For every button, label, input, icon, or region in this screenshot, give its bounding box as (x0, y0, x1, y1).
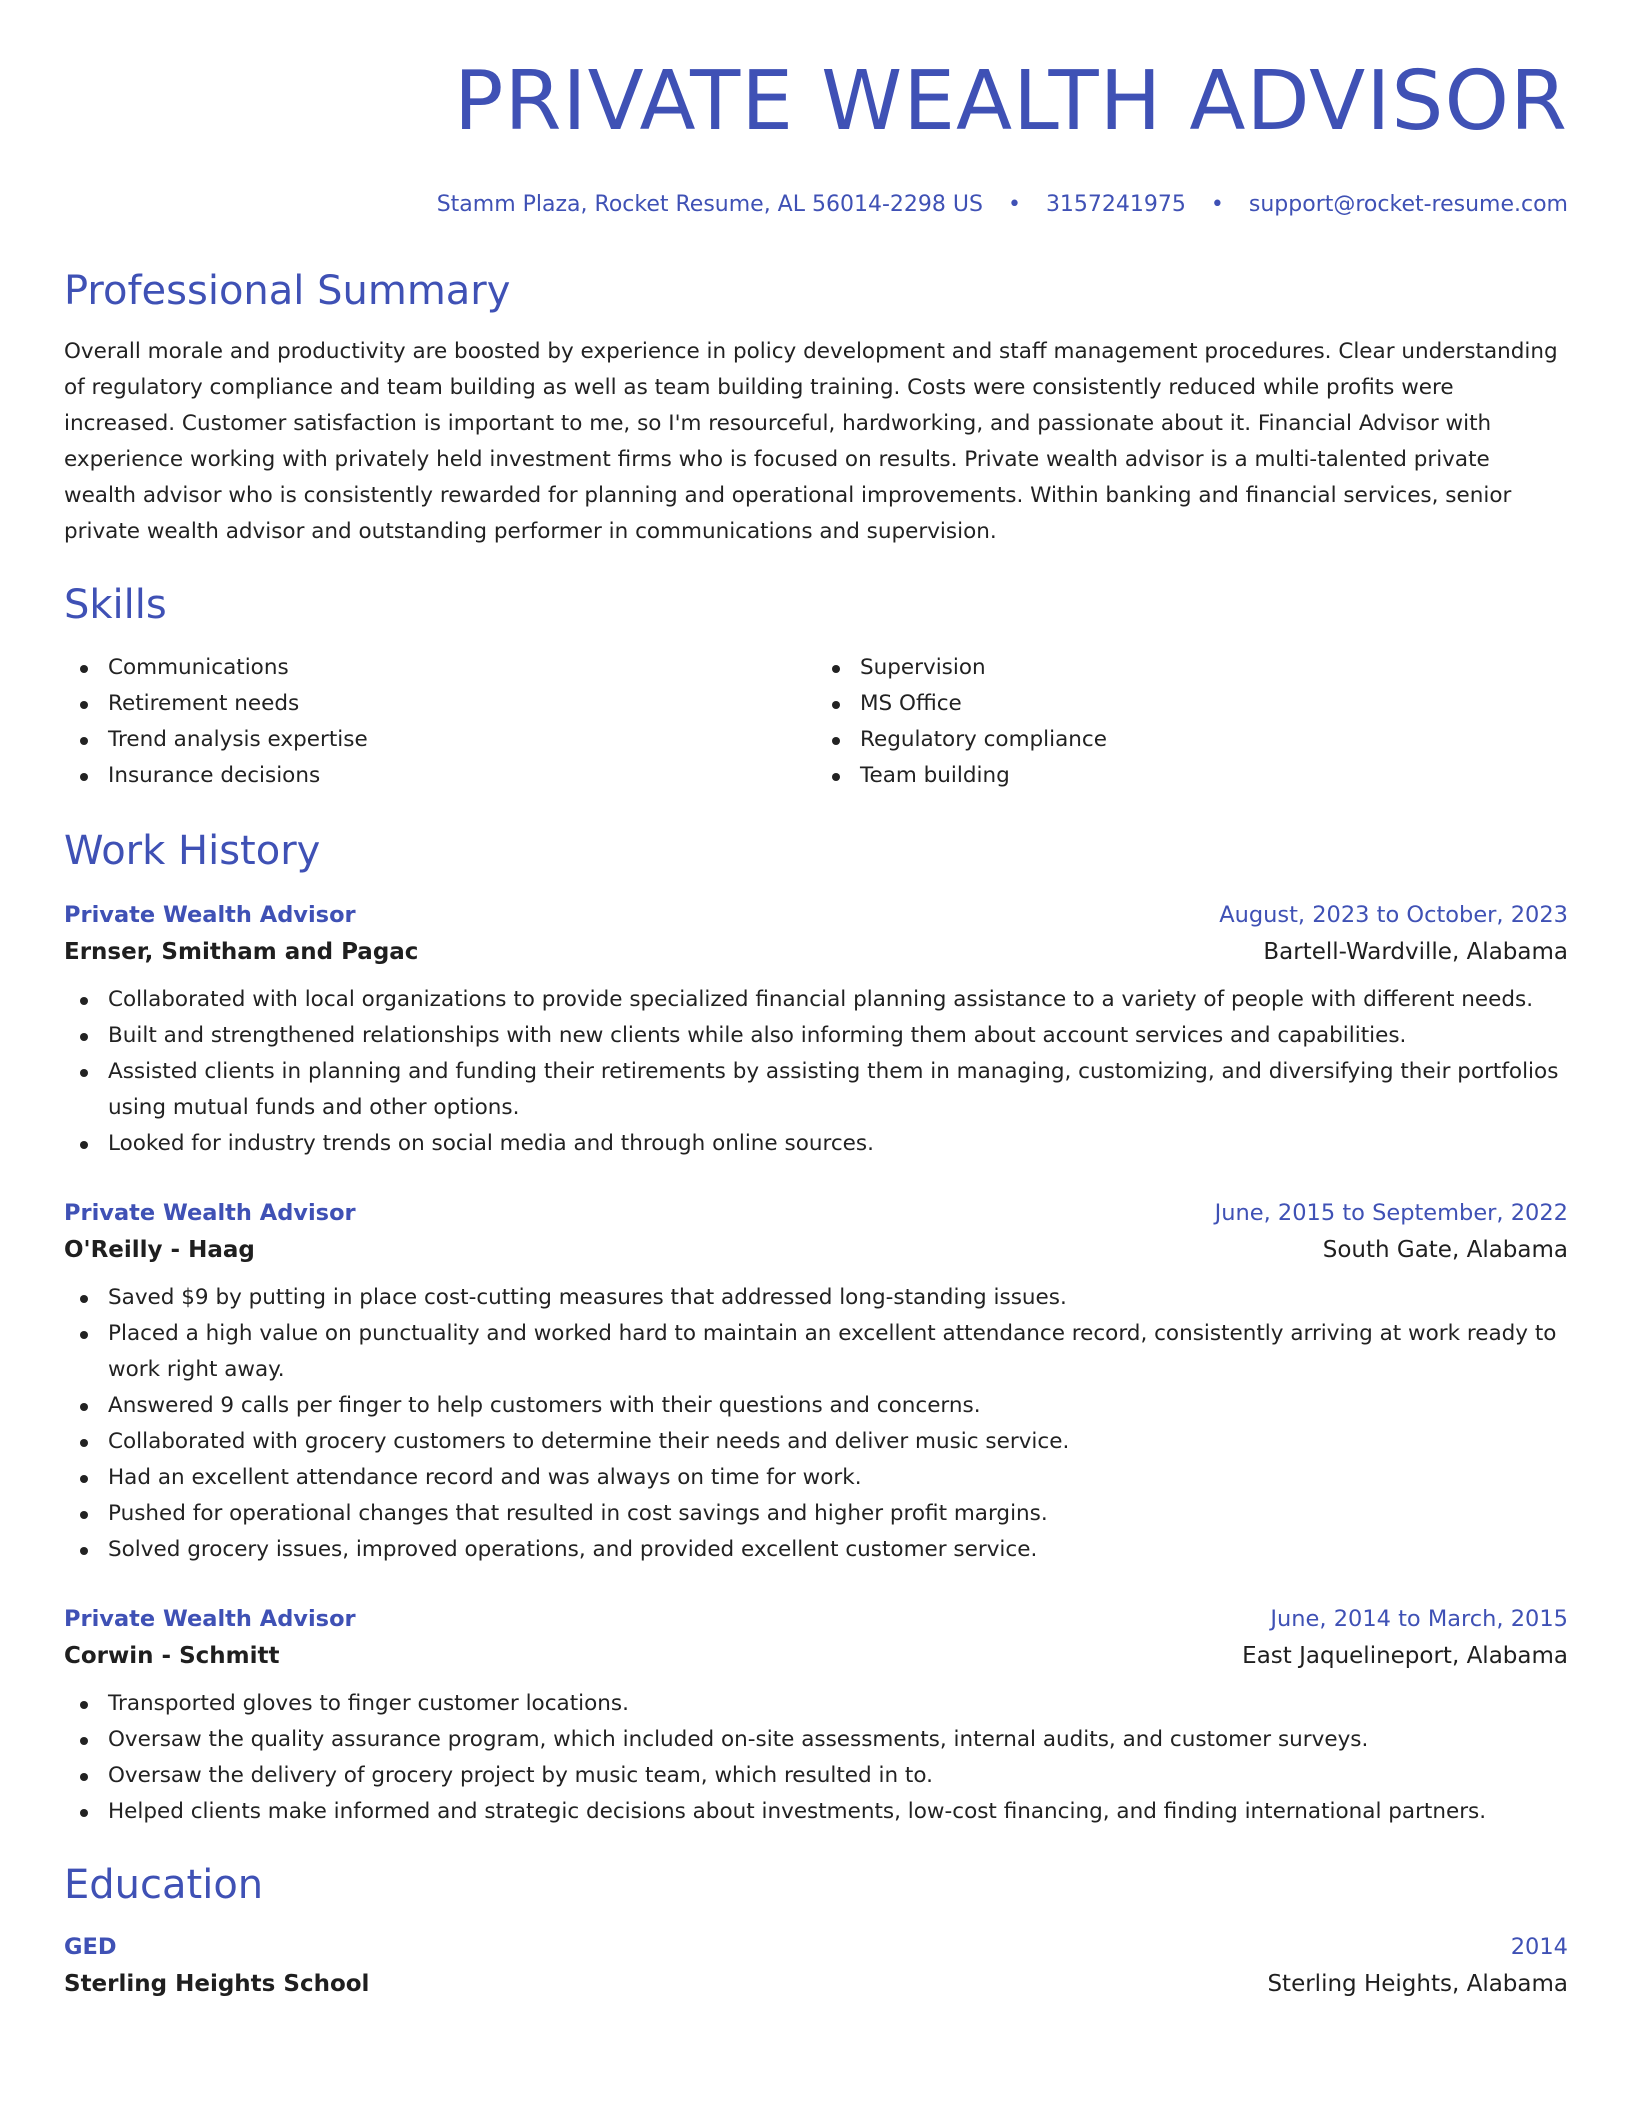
job-header-row (64, 1602, 1568, 1636)
job-bullet: Solved grocery issues, improved operations, and provided excellent customer service. (64, 1532, 1568, 1568)
contact-email[interactable]: support@rocket-resume.com (1248, 192, 1568, 217)
skill-item: Retirement needs (64, 686, 816, 722)
job-header-row (64, 898, 1568, 932)
job-company-row (64, 1636, 1568, 1676)
skills-column-right (816, 650, 1568, 794)
skill-item: Regulatory compliance (816, 722, 1568, 758)
job-header-row (64, 1196, 1568, 1230)
education-location: Sterling Heights, Alabama (1267, 1971, 1568, 1997)
skills-list (64, 650, 1568, 794)
job-dates: June, 2015 to September, 2022 (1214, 1200, 1568, 1226)
skill-item: Trend analysis expertise (64, 722, 816, 758)
skills-heading: Skills (64, 582, 167, 628)
job-bullet: Saved $9 by putting in place cost-cutting measures that addressed long-standing issues. (64, 1280, 1568, 1316)
job-bullet: Collaborated with local organizations to provide specialized financial planning assistance to a variety of people with different needs. (64, 982, 1568, 1018)
job-company-row (64, 1230, 1568, 1270)
job-bullet: Built and strengthened relationships with new clients while also informing them about account services and capabilities. (64, 1018, 1568, 1054)
education-header-row (64, 1930, 1568, 1964)
skill-item: Team building (816, 758, 1568, 794)
job-title: Private Wealth Advisor (64, 1200, 356, 1226)
job-company: O'Reilly - Haag (64, 1237, 255, 1263)
job-bullet: Helped clients make informed and strategic decisions about investments, low-cost financing, and finding international partners. (64, 1794, 1568, 1830)
education-year: 2014 (1510, 1934, 1568, 1960)
skill-item: MS Office (816, 686, 1568, 722)
job-bullet: Pushed for operational changes that resulted in cost savings and higher profit margins. (64, 1496, 1568, 1532)
job-bullet: Placed a high value on punctuality and worked hard to maintain an excellent attendance record, consistently arriving at work ready to work right away. (64, 1316, 1568, 1388)
summary-heading: Professional Summary (64, 268, 511, 314)
job-dates: June, 2014 to March, 2015 (1270, 1606, 1568, 1632)
job-bullets (64, 1280, 1568, 1568)
contact-separator: • (1007, 192, 1021, 217)
job-entry (64, 898, 1568, 1162)
job-dates: August, 2023 to October, 2023 (1219, 902, 1568, 928)
contact-separator: • (1210, 192, 1224, 217)
education-school: Sterling Heights School (64, 1971, 370, 1997)
job-bullet: Oversaw the delivery of grocery project by music team, which resulted in to. (64, 1758, 1568, 1794)
job-entry (64, 1602, 1568, 1830)
job-title: Private Wealth Advisor (64, 902, 356, 928)
job-bullet: Transported gloves to finger customer locations. (64, 1686, 1568, 1722)
job-location: South Gate, Alabama (1322, 1237, 1568, 1263)
education-entry (64, 1930, 1568, 2004)
education-degree: GED (64, 1934, 117, 1960)
job-bullet: Had an excellent attendance record and was always on time for work. (64, 1460, 1568, 1496)
resume-name: PRIVATE WEALTH ADVISOR (454, 54, 1568, 149)
job-company: Corwin - Schmitt (64, 1643, 280, 1669)
work-history-heading: Work History (64, 828, 321, 874)
job-location: Bartell-Wardville, Alabama (1263, 939, 1568, 965)
skill-item: Communications (64, 650, 816, 686)
job-company: Ernser, Smitham and Pagac (64, 939, 419, 965)
education-heading: Education (64, 1862, 264, 1908)
contact-line (64, 190, 1568, 220)
job-bullet: Looked for industry trends on social media and through online sources. (64, 1126, 1568, 1162)
job-bullets (64, 1686, 1568, 1830)
job-title: Private Wealth Advisor (64, 1606, 356, 1632)
job-bullet: Assisted clients in planning and funding their retirements by assisting them in managing, customizing, and diversifying their portfolios using mutual funds and other options. (64, 1054, 1568, 1126)
education-school-row (64, 1964, 1568, 2004)
job-bullet: Collaborated with grocery customers to determine their needs and deliver music service. (64, 1424, 1568, 1460)
job-entry (64, 1196, 1568, 1568)
skill-item: Supervision (816, 650, 1568, 686)
skills-column-left (64, 650, 816, 794)
job-location: East Jaquelineport, Alabama (1242, 1643, 1568, 1669)
job-company-row (64, 932, 1568, 972)
job-bullet: Answered 9 calls per finger to help customers with their questions and concerns. (64, 1388, 1568, 1424)
job-bullets (64, 982, 1568, 1162)
contact-phone[interactable]: 3157241975 (1045, 192, 1186, 217)
summary-text: Overall morale and productivity are boosted by experience in policy development and staff management procedures. Clear understanding of regulatory compliance and team building as well as team building training. Costs were consistently reduced while profits were increased. Customer satisfaction is important to me, so I'm resourceful, hardworking, and passionate about it. Financial Advisor with experience working with privately held investment firms who is focused on results. Private wealth advisor is a multi-talented private wealth advisor who is consistently rewarded for planning and operational improvements. Within banking and financial services, senior private wealth advisor and outstanding performer in communications and supervision. (64, 339, 1558, 544)
skill-item: Insurance decisions (64, 758, 816, 794)
contact-address: Stamm Plaza, Rocket Resume, AL 56014-2298 US (436, 192, 983, 217)
job-bullet: Oversaw the quality assurance program, which included on-site assessments, internal audits, and customer surveys. (64, 1722, 1568, 1758)
